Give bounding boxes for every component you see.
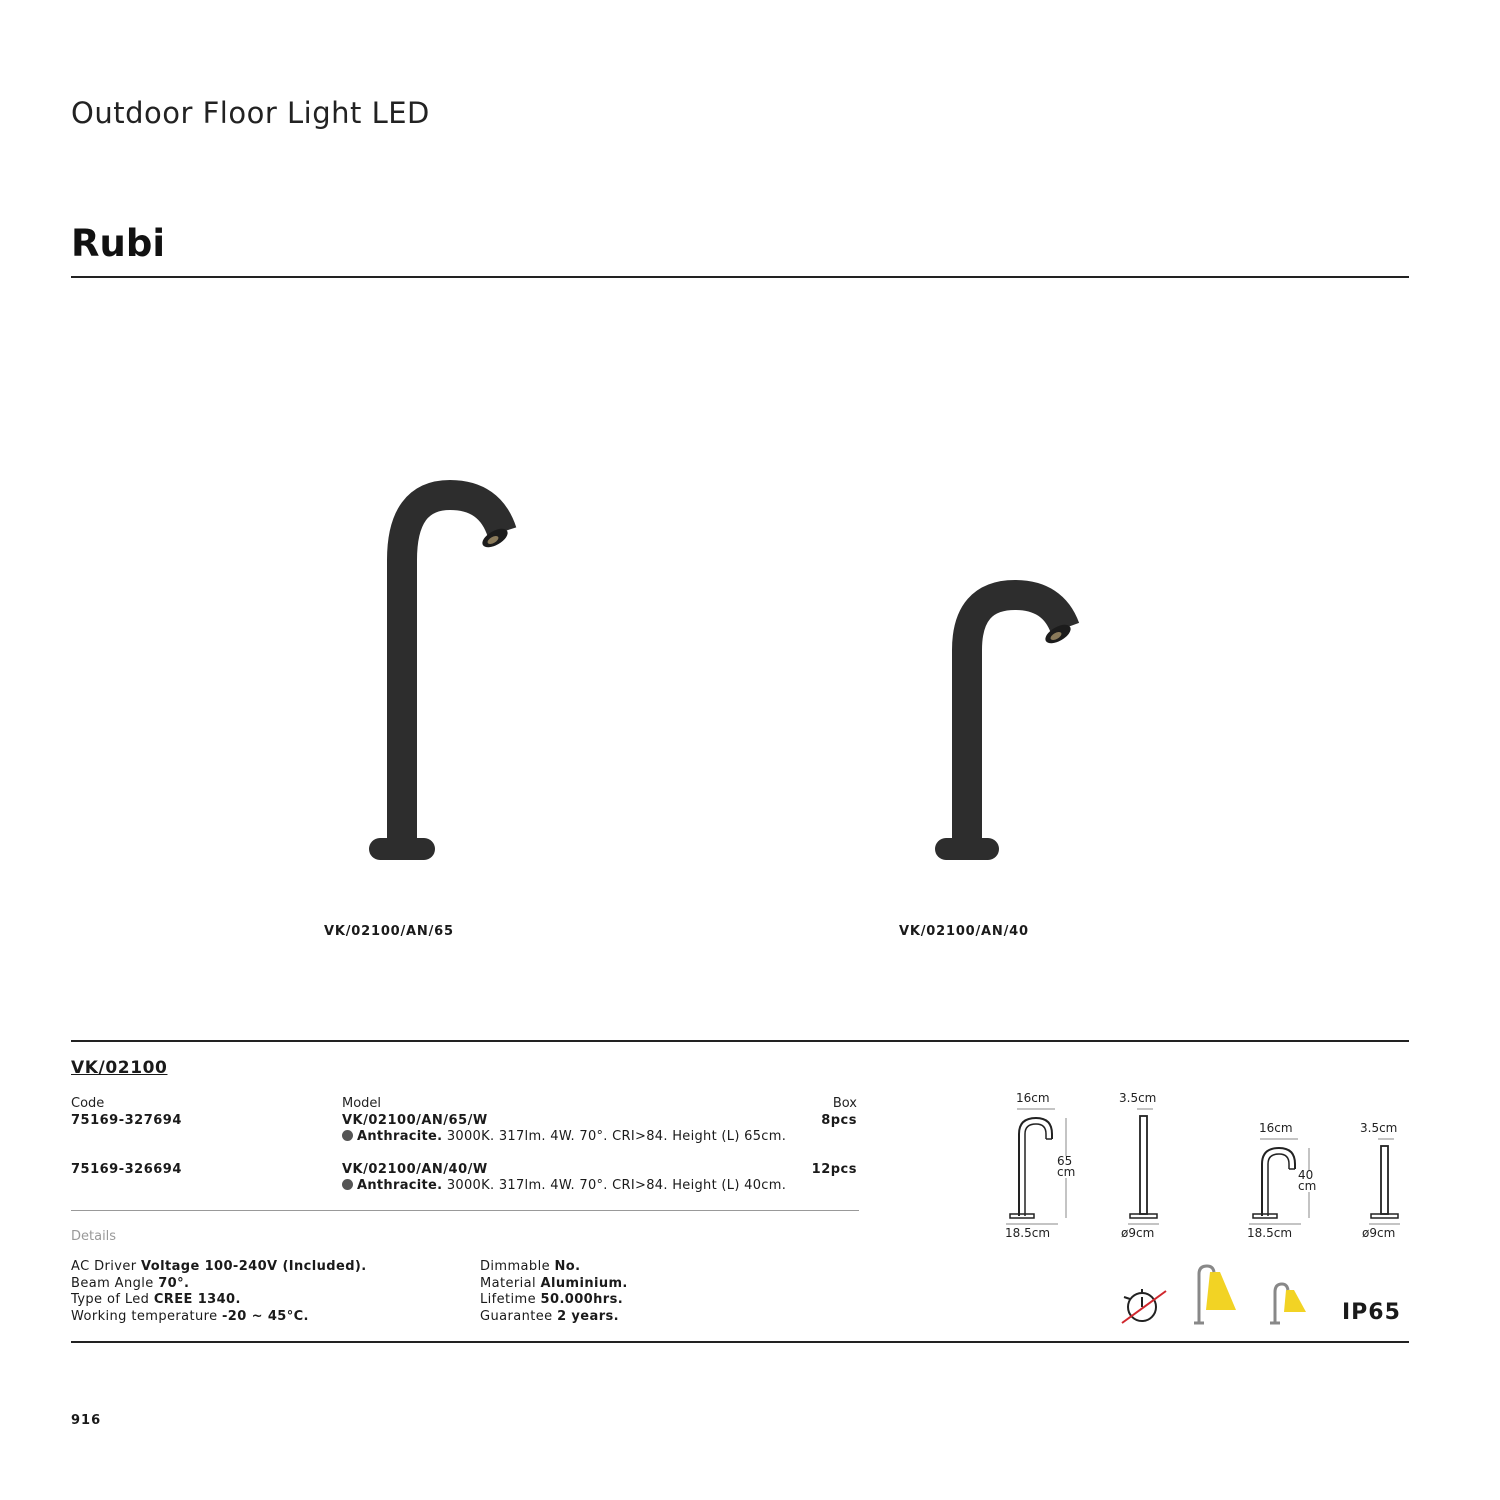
header-divider — [71, 276, 1409, 278]
row-description — [342, 1178, 786, 1193]
spec-item: Lifetime 50.000hrs. — [480, 1292, 624, 1308]
category-title: Outdoor Floor Light LED — [71, 96, 430, 130]
spec-item: AC Driver Voltage 100-240V (Included). — [71, 1259, 367, 1274]
ip-rating: IP65 — [1342, 1300, 1401, 1325]
dim-tall-height: 65 cm — [1057, 1154, 1076, 1179]
tall-beam-icon — [1190, 1262, 1240, 1326]
row-box: 12pcs — [811, 1162, 857, 1177]
row-model: VK/02100/AN/40/W — [342, 1162, 488, 1177]
row-finish: Anthracite. — [357, 1129, 443, 1144]
dim-short-side-width: 3.5cm — [1360, 1121, 1398, 1135]
spec-item: Beam Angle 70°. — [71, 1275, 190, 1291]
spec-item: Material Aluminium. — [480, 1275, 628, 1291]
details-right-list — [480, 1259, 628, 1326]
row-finish: Anthracite. — [357, 1178, 443, 1193]
dim-tall-base: 18.5cm — [1005, 1226, 1051, 1240]
no-dimmer-icon — [1118, 1285, 1170, 1329]
row-box: 8pcs — [821, 1113, 857, 1128]
row-description — [342, 1129, 786, 1144]
bottom-divider — [71, 1341, 1409, 1343]
short-beam-icon — [1266, 1280, 1310, 1326]
product-name: Rubi — [71, 222, 165, 265]
short-front-dimension-drawing — [1243, 1136, 1333, 1226]
short-side-dimension-drawing — [1366, 1136, 1406, 1226]
dim-short-side-base: ø9cm — [1362, 1226, 1396, 1240]
row-code: 75169-327694 — [71, 1113, 182, 1128]
column-code-header: Code — [71, 1096, 105, 1111]
spec-item: Guarantee 2 years. — [480, 1309, 619, 1325]
dim-tall-top-width: 16cm — [1016, 1091, 1050, 1105]
dim-short-base: 18.5cm — [1247, 1226, 1293, 1240]
tall-front-dimension-drawing — [1000, 1106, 1090, 1226]
tall-side-dimension-drawing — [1125, 1106, 1165, 1226]
dim-short-height: 40 cm — [1298, 1168, 1317, 1193]
row-specs: 3000K. 317lm. 4W. 70°. CRI>84. Height (L) 40cm. — [446, 1178, 787, 1193]
variant-label-65: VK/02100/AN/65 — [324, 924, 454, 939]
tall-lamp-image — [340, 480, 540, 880]
color-swatch-icon — [342, 1130, 353, 1141]
details-divider — [71, 1210, 859, 1211]
color-swatch-icon — [342, 1179, 353, 1190]
page-number: 916 — [71, 1413, 102, 1428]
details-heading: Details — [71, 1229, 117, 1244]
short-lamp-image — [905, 570, 1105, 870]
dim-tall-side-width: 3.5cm — [1119, 1091, 1157, 1105]
spec-item: Type of Led CREE 1340. — [71, 1292, 241, 1308]
family-code: VK/02100 — [71, 1058, 168, 1078]
table-top-divider — [71, 1040, 1409, 1042]
column-model-header: Model — [342, 1096, 382, 1111]
dim-short-top-width: 16cm — [1259, 1121, 1293, 1135]
column-box-header: Box — [832, 1096, 857, 1111]
row-specs: 3000K. 317lm. 4W. 70°. CRI>84. Height (L) 65cm. — [446, 1129, 787, 1144]
row-code: 75169-326694 — [71, 1162, 182, 1177]
details-left-list — [71, 1259, 367, 1326]
dim-tall-side-base: ø9cm — [1121, 1226, 1155, 1240]
spec-item: Dimmable No. — [480, 1259, 581, 1274]
variant-label-40: VK/02100/AN/40 — [899, 924, 1029, 939]
row-model: VK/02100/AN/65/W — [342, 1113, 488, 1128]
spec-item: Working temperature -20 ~ 45°C. — [71, 1309, 309, 1325]
